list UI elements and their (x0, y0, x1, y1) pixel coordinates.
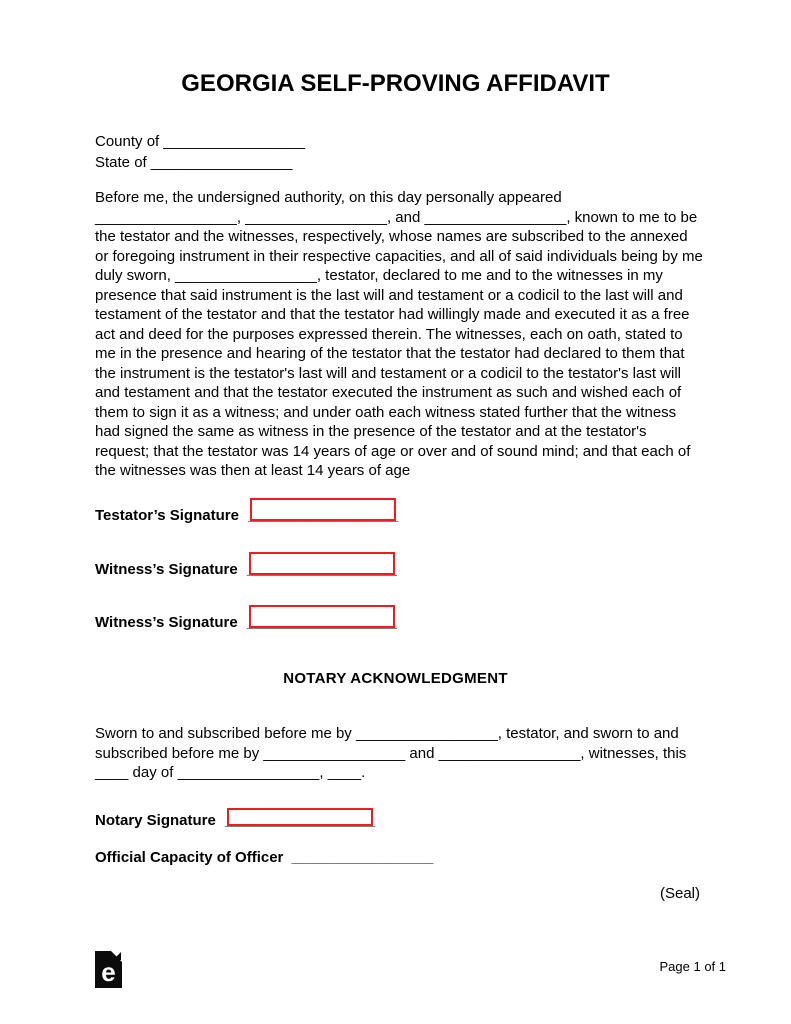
witness1-signature-field[interactable] (249, 552, 395, 575)
witness1-signature-line: __________________ (247, 561, 397, 578)
notary-signature-label: Notary Signature (95, 812, 216, 829)
official-capacity-row (95, 849, 433, 866)
witness2-signature-label: Witness’s Signature (95, 614, 238, 631)
notary-signature-line: __________________ (225, 812, 375, 829)
eforms-logo (95, 951, 122, 988)
official-capacity-blank: _________________ (291, 849, 434, 866)
state-blank: _________________ (150, 154, 293, 171)
testator-signature-row (95, 507, 398, 524)
page-indicator: Page 1 of 1 (659, 959, 726, 974)
header-fields (95, 131, 305, 173)
witness2-signature-field[interactable] (249, 605, 395, 628)
notary-signature-field[interactable] (227, 808, 373, 826)
testator-signature-line: __________________ (248, 507, 398, 524)
county-blank: _________________ (163, 133, 306, 150)
eforms-logo-letter: e (101, 956, 116, 987)
seal-placeholder: (Seal) (659, 885, 700, 902)
witness2-signature-line: __________________ (247, 614, 397, 631)
notary-paragraph: Sworn to and subscribed before me by _________________, testator, and sworn to and subscribed before me by _________________ and _________________, witnesses, this ____ day of _________________, ____. (95, 725, 687, 781)
county-line (95, 131, 305, 152)
testator-signature-label: Testator’s Signature (95, 507, 239, 524)
state-label: State of (95, 154, 147, 171)
testator-signature-field[interactable] (250, 498, 396, 521)
official-capacity-label: Official Capacity of Officer (95, 849, 284, 866)
state-line (95, 152, 305, 173)
affidavit-paragraph: Before me, the undersigned authority, on this day personally appeared _________________, _________________, and _________________, known to me to be the testator and the witnesses, respectively, whose names are subscribed to the annexed or foregoing instrument in their respective capacities, and all of said individuals being by me duly sworn, _________________, testator, declared to me and to the witnesses in my presence that said instrument is the last will and testament or a codicil to the last will and testament of the testator and that the testator had willingly made and executed it as a free act and deed for the purposes expressed therein. The witnesses, each on oath, stated to me in the presence and hearing of the testator that the testator had declared to them that the instrument is the testator's last will and testament or a codicil to the testator's last will and testament and that the testator executed the instrument as such and wished each of them to sign it as a witness; and under oath each witness stated further that the witness had signed the same as witness in the presence of the testator and at the testator's request; that the testator was 14 years of age or over and of sound mind; and that each of the witnesses was then at least 14 years of age (95, 189, 703, 479)
witness1-signature-label: Witness’s Signature (95, 561, 238, 578)
witness2-signature-row (95, 614, 397, 631)
notary-signature-row (95, 812, 375, 829)
notary-section-heading: NOTARY ACKNOWLEDGMENT (283, 670, 508, 687)
witness1-signature-row (95, 561, 397, 578)
page-title: GEORGIA SELF-PROVING AFFIDAVIT (181, 70, 610, 97)
county-label: County of (95, 133, 160, 150)
